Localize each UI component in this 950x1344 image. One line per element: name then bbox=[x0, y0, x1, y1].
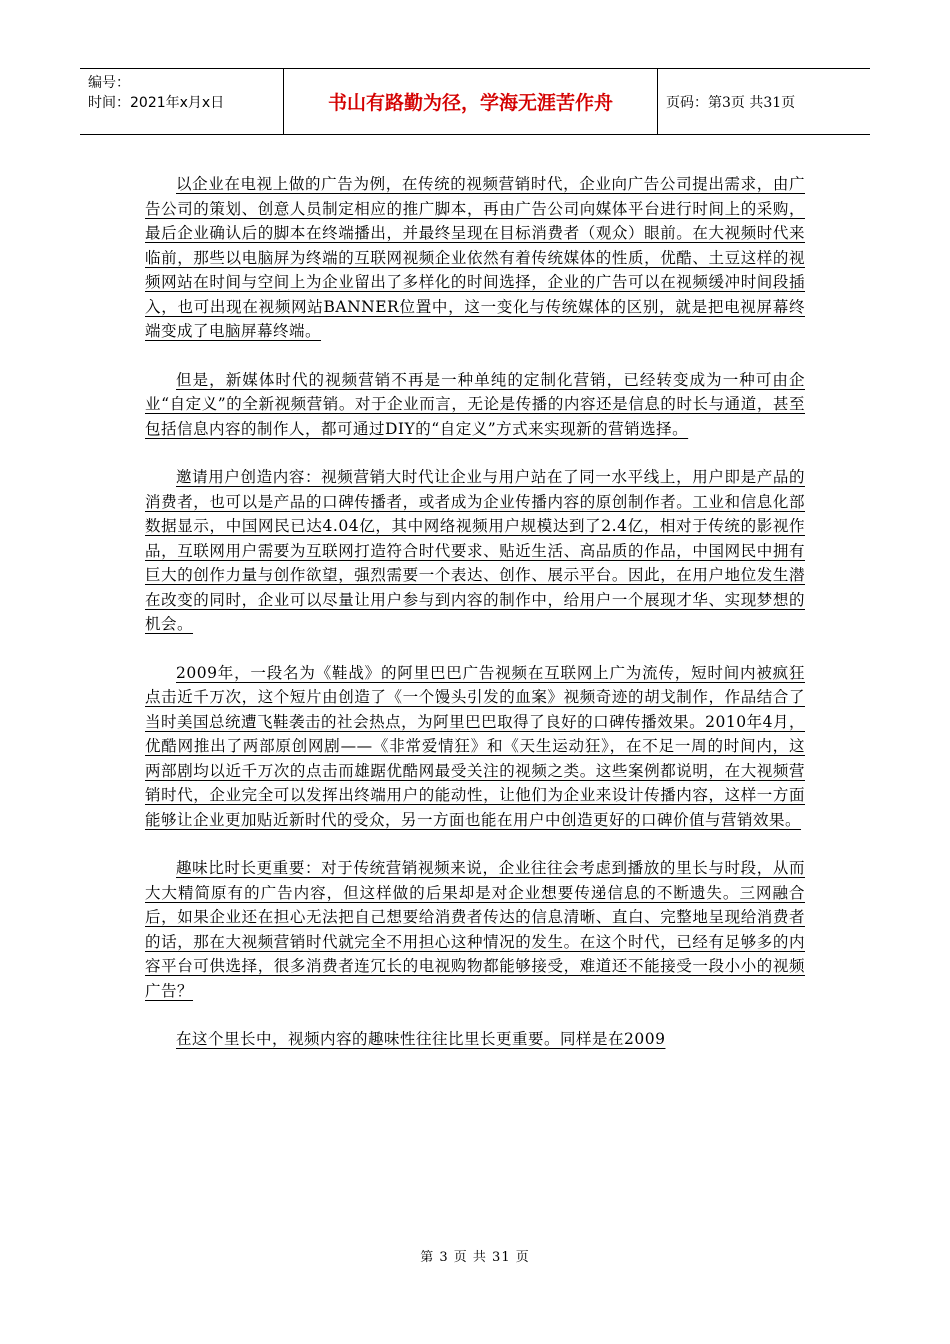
paragraph: 在这个里长中，视频内容的趣味性往往比里长更重要。同样是在2009 bbox=[176, 1030, 666, 1048]
document-number-label: 编号： bbox=[88, 75, 130, 91]
header-meta bbox=[80, 69, 284, 134]
paragraph: 2009年，一段名为《鞋战》的阿里巴巴广告视频在互联网上广为流传，短时间内被疯狂点击近千万次，这个短片由创造了《一个馒头引发的血案》视频奇迹的胡戈制作，作品结合了当时美国总统遭飞鞋袭击的社会热点，为阿里巴巴取得了良好的口碑传播效果。2010年4月，优酷网推出了两部原创网剧——《非常爱情狂》和《天生运动狂》，在不足一周的时间内，这两部剧均以近千万次的点击而雄踞优酷网最受关注的视频之类。这些案例都说明，在大视频营销时代，企业完全可以发挥出终端用户的能动性，让他们为企业来设计传播内容，这样一方面能够让企业更加贴近新时代的受众，另一方面也能在用户中创造更好的口碑价值与营销效果。 bbox=[145, 663, 805, 829]
paragraph: 邀请用户创造内容：视频营销大时代让企业与用户站在了同一水平线上，用户即是产品的消费者，也可以是产品的口碑传播者，或者成为企业传播内容的原创制作者。工业和信息化部数据显示，中国网民已达4.04亿，其中网络视频用户规模达到了2.4亿，相对于传统的影视作品，互联网用户需要为互联网打造符合时代要求、贴近生活、高品质的作品，中国网民中拥有巨大的创作力量与创作欲望，强烈需要一个表达、创作、展示平台。因此，在用户地位发生潜在改变的同时，企业可以尽量让用户参与到内容的制作中，给用户一个展现才华、实现梦想的机会。 bbox=[145, 468, 805, 633]
document-header bbox=[80, 68, 870, 135]
page-footer: 第 3 页 共 31 页 bbox=[420, 1250, 530, 1265]
paragraph: 以企业在电视上做的广告为例，在传统的视频营销时代，企业向广告公司提出需求，由广告公司的策划、创意人员制定相应的推广脚本，再由广告公司向媒体平台进行时间上的采购，最后企业确认后的脚本在终端播出，并最终呈现在目标消费者（观众）眼前。在大视频时代来临前，那些以电脑屏为终端的互联网视频企业依然有着传统媒体的性质，优酷、土豆这样的视频网站在时间与空间上为企业留出了多样化的时间选择，企业的广告可以在视频缓冲时间段插入，也可出现在视频网站BANNER位置中，这一变化与传统媒体的区别，就是把电视屏幕终端变成了电脑屏幕终端。 bbox=[145, 175, 805, 340]
paragraph: 趣味比时长更重要：对于传统营销视频来说，企业往往会考虑到播放的里长与时段，从而大大精简原有的广告内容，但这样做的后果却是对企业想要传递信息的不断遗失。三网融合后，如果企业还在担心无法把自己想要给消费者传达的信息清晰、直白、完整地呈现给消费者的话，那在大视频营销时代就完全不用担心这种情况的发生。在这个时代，已经有足够多的内容平台可供选择，很多消费者连冗长的电视购物都能够接受，难道还不能接受一段小小的视频广告？ bbox=[145, 859, 805, 1000]
document-date-label: 时间：2021年x月x日 bbox=[88, 95, 225, 111]
document-body bbox=[145, 172, 805, 1076]
header-motto: 书山有路勤为径，学海无涯苦作舟 bbox=[284, 69, 658, 134]
header-page-info: 页码：第3页 共31页 bbox=[666, 94, 796, 111]
paragraph: 但是，新媒体时代的视频营销不再是一种单纯的定制化营销，已经转变成为一种可由企业“自定义”的全新视频营销。对于企业而言，无论是传播的内容还是信息的时长与通道，甚至包括信息内容的制作人，都可通过DIY的“自定义”方式来实现新的营销选择。 bbox=[145, 370, 805, 438]
